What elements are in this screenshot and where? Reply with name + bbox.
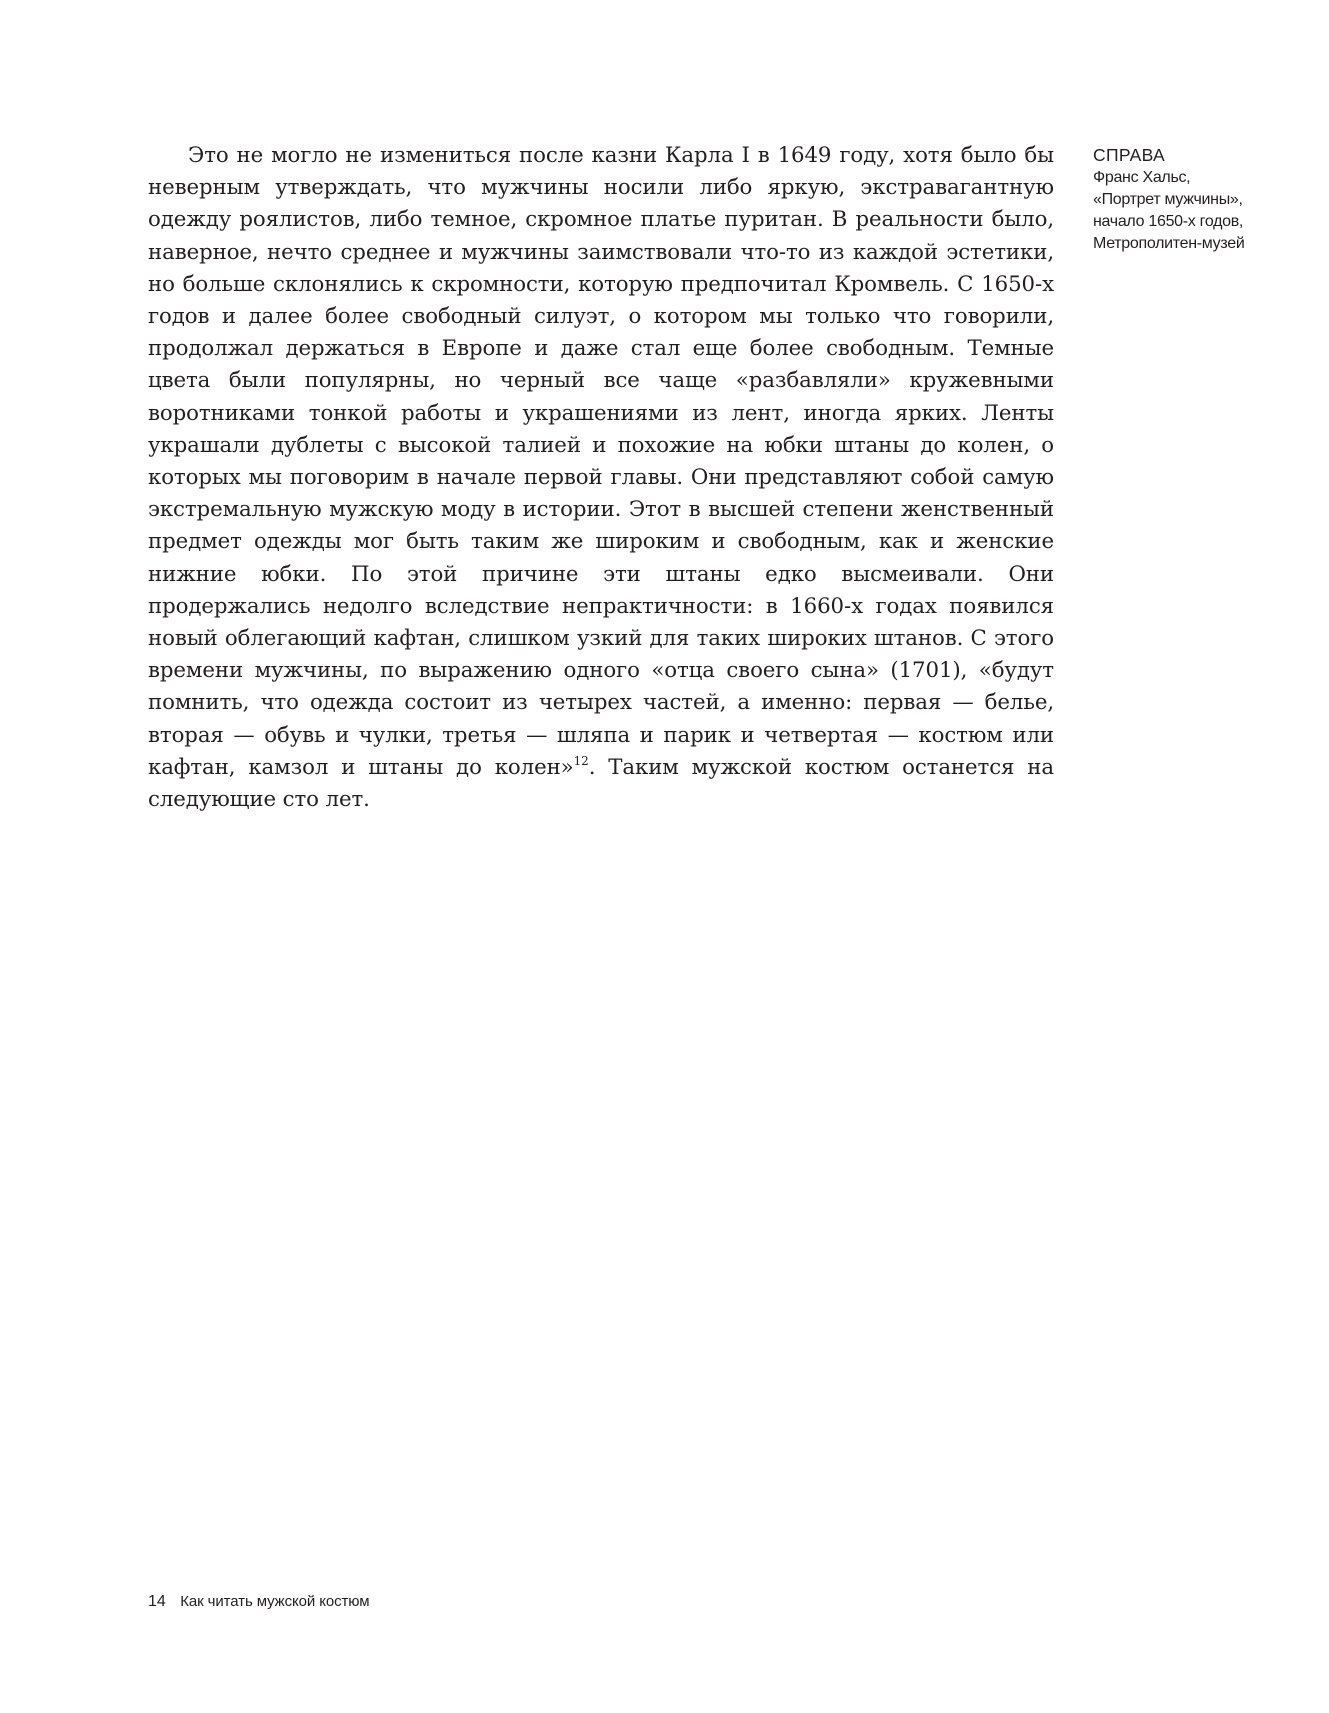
footnote-reference[interactable]: 12 xyxy=(573,753,589,768)
paragraph-text: Это не могло не измениться после казни Карла I в 1649 году, хотя было бы неверным утверждать, что мужчины носили либо яркую, экстравагантную одежду роялистов, либо темное, скромное платье пуритан. В реальности было, наверное, нечто среднее и мужчины заимствовали что-то из каждой эстетики, но больше склонялись к скромности, которую предпочитал Кромвель. С 1650-х годов и далее более свободный силуэт, о котором мы только что говорили, продолжал держаться в Европе и даже стал еще более свободным. Темные цвета были популярны, но черный все чаще «разбавляли» кружевными воротниками тонкой работы и украшениями из лент, иногда ярких. Ленты украшали дублеты с высокой талией и похожие на юбки штаны до колен, о которых мы поговорим в начале первой главы. Они представляют собой самую экстремальную мужскую моду в истории. Этот в высшей степени женственный предмет одежды мог быть таким же широким и свободным, как и женские нижние юбки. По этой причине эти штаны едко высмеивали. Они продержались недолго вследствие непрактичности: в 1660-х годах появился новый облегающий кафтан, слишком узкий для таких широких штанов. С этого времени мужчины, по выражению одного «отца своего сына» (1701), «будут помнить, что одежда состоит из четырех частей, а именно: первая — белье, вторая — обувь и чулки, третья — шляпа и парик и четвертая — костюм или кафтан, камзол и штаны до колен» xyxy=(148,143,1054,780)
caption-title: «Портрет мужчины», xyxy=(1093,191,1243,208)
body-paragraph xyxy=(148,140,1054,816)
page-footer xyxy=(148,1593,369,1611)
caption-label: СПРАВА xyxy=(1093,145,1165,165)
caption-date: начало 1650-х годов, xyxy=(1093,213,1244,230)
caption-museum: Метрополитен-музей xyxy=(1093,235,1245,252)
image-caption xyxy=(1093,143,1323,255)
paragraph-text-end: . Таким мужской костюм останется на следующие сто лет. xyxy=(148,754,1054,813)
running-title: Как читать мужской костюм xyxy=(180,1593,370,1610)
caption-artist: Франс Хальс, xyxy=(1093,169,1191,186)
page-number: 14 xyxy=(148,1593,166,1610)
